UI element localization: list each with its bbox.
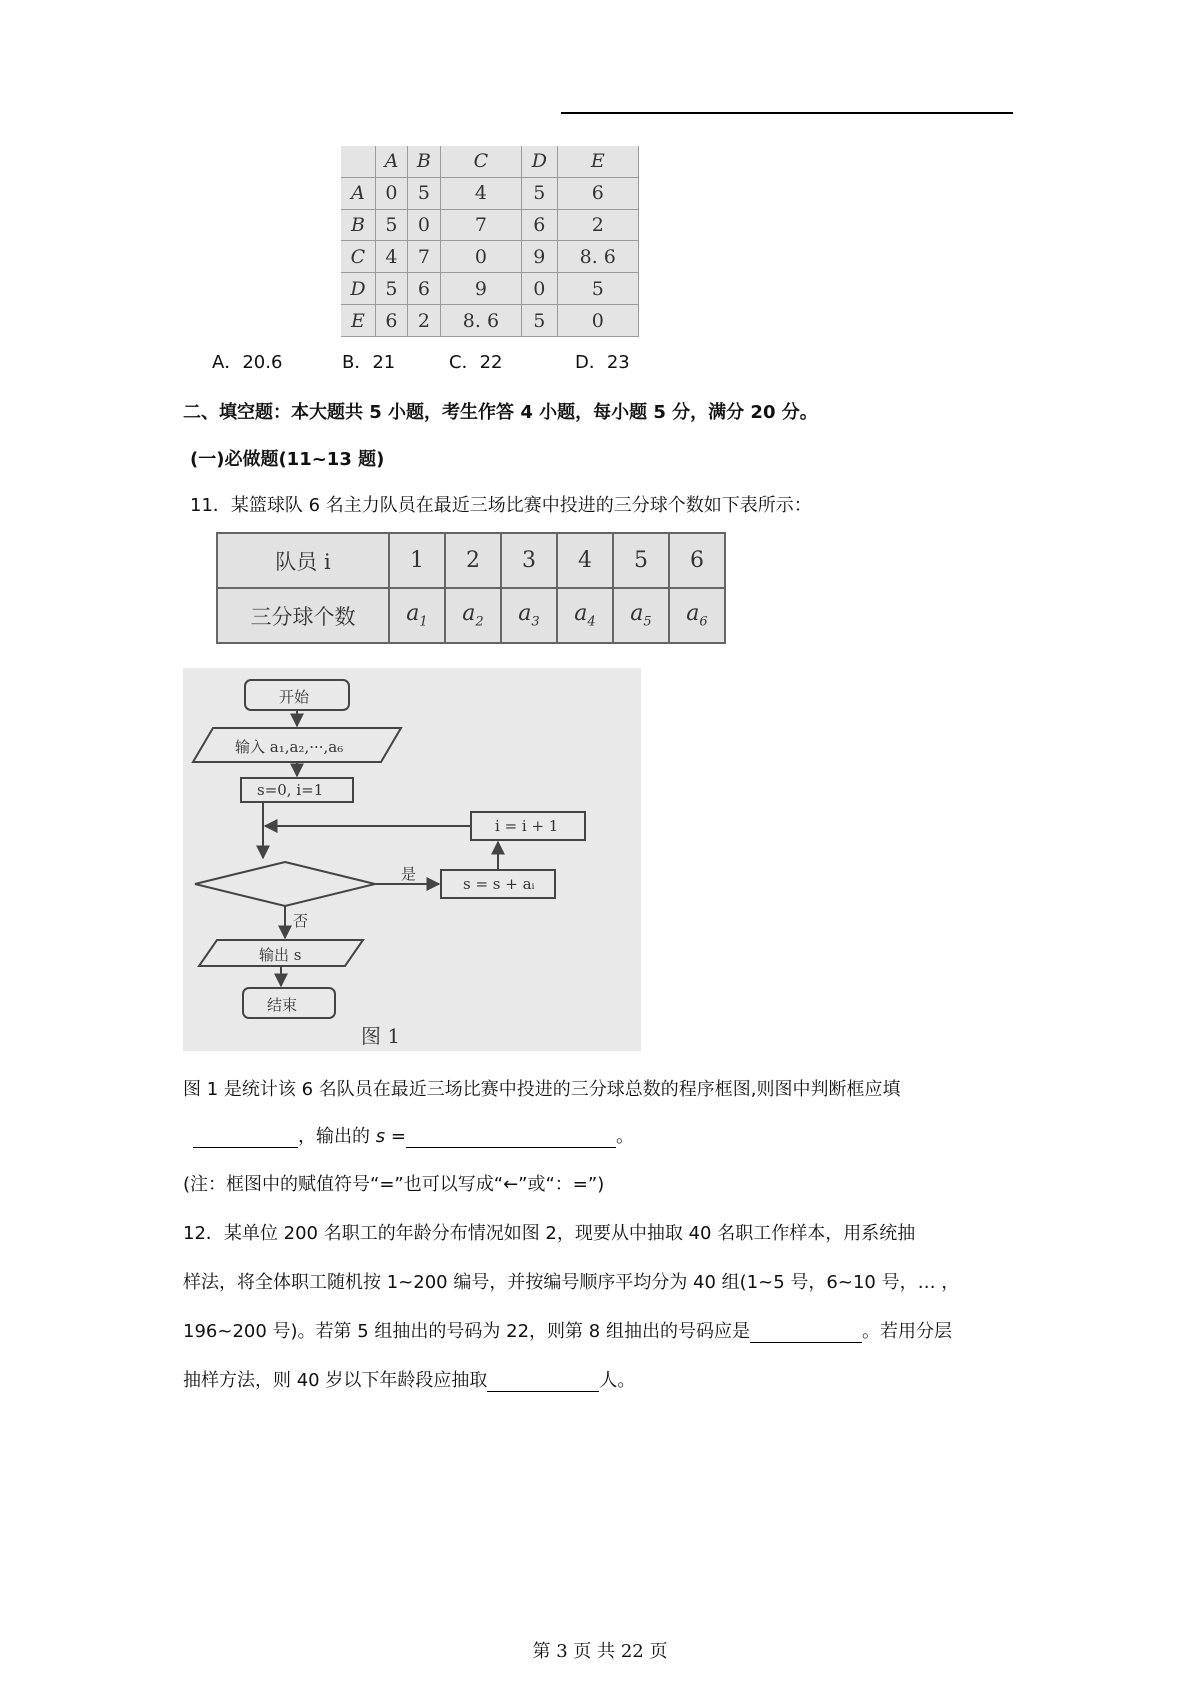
blank-3 — [750, 1321, 862, 1343]
distance-cell: 0 — [522, 273, 557, 305]
distance-cell: 0 — [375, 177, 407, 209]
q12-line1: 12．某单位 200 名职工的年龄分布情况如图 2，现要从中抽取 40 名职工作样本，用系统抽 — [183, 1223, 916, 1244]
distance-header-cell: D — [341, 273, 375, 305]
distance-cell: 6 — [557, 177, 638, 209]
player-number: 6 — [669, 533, 725, 588]
q12-line3: 196~200 号)。若第 5 组抽出的号码为 22，则第 8 组抽出的号码应是 。若用分层 — [183, 1321, 952, 1342]
start-label: 开始 — [279, 688, 310, 706]
yes-label: 是 — [401, 865, 417, 883]
distance-header-row — [341, 146, 639, 177]
distance-cell: 0 — [440, 241, 521, 273]
player-number: 3 — [501, 533, 557, 588]
q12-line4: 抽样方法，则 40 岁以下年龄段应抽取 人。 — [183, 1370, 636, 1391]
input-label: 输入 a₁,a₂,···,a₆ — [235, 738, 344, 756]
distance-header-cell: E — [341, 305, 375, 337]
q11-note: (注：框图中的赋值符号“=”也可以写成“←”或“：=”) — [183, 1174, 605, 1195]
required-title: (一)必做题(11~13 题) — [190, 449, 385, 470]
shot-count: $a_4$ — [557, 588, 613, 643]
distance-cell: 2 — [408, 305, 441, 337]
shot-count: $a_5$ — [613, 588, 669, 643]
flowchart-shapes — [183, 668, 641, 1051]
page-footer: 第 3 页 共 22 页 — [532, 1641, 668, 1662]
row2-label: 三分球个数 — [217, 588, 389, 643]
distance-cell: 5 — [522, 177, 557, 209]
distance-cell: 9 — [440, 273, 521, 305]
blank-4 — [487, 1370, 599, 1392]
player-number: 2 — [445, 533, 501, 588]
row1-label: 队员 i — [217, 533, 389, 588]
update-s-label: s = s + aᵢ — [463, 875, 535, 893]
option-b: B．21 — [342, 352, 396, 373]
q11-text2: ，输出的 s = 。 — [193, 1122, 634, 1148]
distance-header-cell: E — [557, 146, 638, 177]
distance-header-cell: B — [341, 209, 375, 241]
distance-cell: 7 — [440, 209, 521, 241]
distance-cell: 0 — [557, 305, 638, 337]
answer-line — [561, 112, 1013, 114]
shot-count: $a_6$ — [669, 588, 725, 643]
output-label: 输出 s — [259, 946, 302, 964]
distance-row — [341, 273, 639, 305]
distance-cell: 8. 6 — [440, 305, 521, 337]
distance-header-cell: C — [440, 146, 521, 177]
shot-count: $a_1$ — [389, 588, 445, 643]
distance-header-cell: B — [408, 146, 441, 177]
distance-cell: 0 — [408, 209, 441, 241]
distance-cell: 5 — [557, 273, 638, 305]
distance-cell: 8. 6 — [557, 241, 638, 273]
option-c: C．22 — [449, 352, 503, 373]
distance-header-cell: A — [375, 146, 407, 177]
var-s: s — [375, 1126, 386, 1147]
distance-cell: 2 — [557, 209, 638, 241]
update-i-label: i = i + 1 — [495, 817, 559, 835]
section2-title: 二、填空题：本大题共 5 小题，考生作答 4 小题，每小题 5 分，满分 20 分。 — [183, 402, 818, 423]
distance-header-cell: C — [341, 241, 375, 273]
player-number: 4 — [557, 533, 613, 588]
no-label: 否 — [293, 912, 309, 930]
flowchart — [183, 668, 641, 1051]
distance-cell: 5 — [522, 305, 557, 337]
blank-1 — [193, 1126, 298, 1148]
distance-cell: 5 — [375, 273, 407, 305]
distance-cell: 4 — [440, 177, 521, 209]
q11-intro: 11．某篮球队 6 名主力队员在最近三场比赛中投进的三分球个数如下表所示： — [190, 495, 812, 516]
distance-cell: 9 — [522, 241, 557, 273]
shot-count: $a_2$ — [445, 588, 501, 643]
distance-cell: 6 — [408, 273, 441, 305]
distance-cell: 5 — [375, 209, 407, 241]
distance-header-cell: A — [341, 177, 375, 209]
option-d: D．23 — [575, 352, 630, 373]
distance-table — [341, 146, 639, 337]
distance-header-cell: D — [522, 146, 557, 177]
distance-cell: 6 — [522, 209, 557, 241]
blank-2 — [406, 1126, 616, 1148]
distance-row — [341, 241, 639, 273]
distance-cell: 6 — [375, 305, 407, 337]
player-table — [216, 532, 726, 644]
option-a: A．20.6 — [212, 352, 283, 373]
distance-cell: 5 — [408, 177, 441, 209]
distance-row — [341, 305, 639, 337]
player-number: 5 — [613, 533, 669, 588]
q12-line2: 样法，将全体职工随机按 1~200 编号，并按编号顺序平均分为 40 组(1~5 号，6~10 号，… ， — [183, 1272, 960, 1293]
figure-caption: 图 1 — [361, 1024, 401, 1048]
distance-header-cell — [341, 146, 375, 177]
init-label: s=0, i=1 — [257, 781, 324, 799]
distance-cell: 7 — [408, 241, 441, 273]
q11-text1: 图 1 是统计该 6 名队员在最近三场比赛中投进的三分球总数的程序框图,则图中判断框应填 — [183, 1079, 901, 1100]
decision-diamond — [195, 862, 375, 906]
distance-row — [341, 177, 639, 209]
player-number: 1 — [389, 533, 445, 588]
distance-row — [341, 209, 639, 241]
distance-cell: 4 — [375, 241, 407, 273]
end-label: 结束 — [267, 996, 298, 1014]
shot-count: $a_3$ — [501, 588, 557, 643]
